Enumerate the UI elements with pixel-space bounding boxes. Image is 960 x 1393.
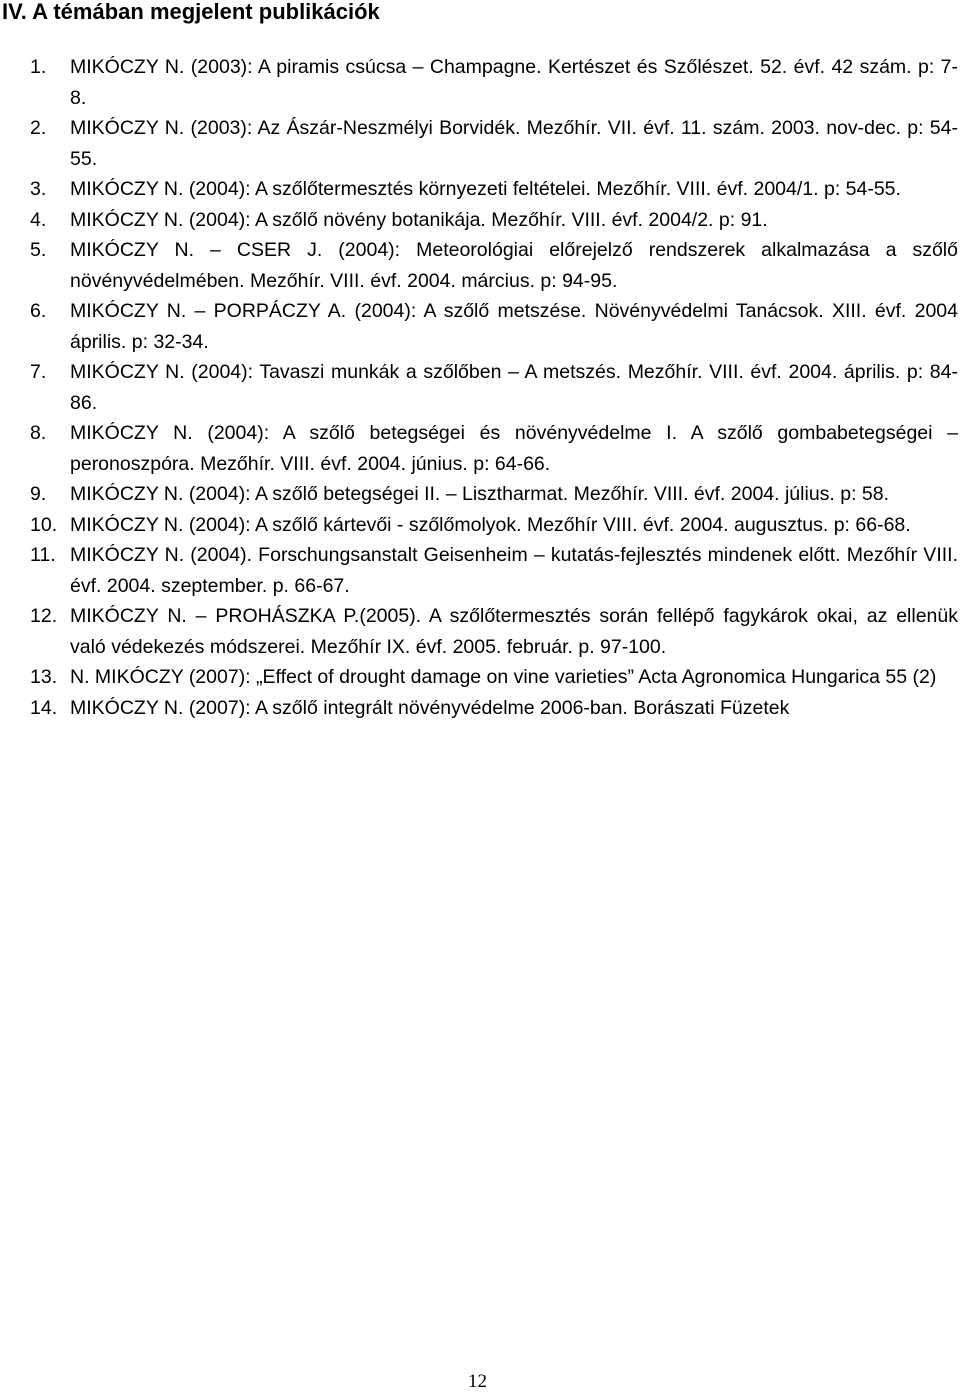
publication-item bbox=[30, 662, 958, 693]
page-number: 12 bbox=[468, 1371, 487, 1392]
publication-citation: MIKÓCZY N. (2004): A szőlő betegségei II. – Lisztharmat. Mezőhír. VIII. évf. 2004. július. p: 58. bbox=[70, 483, 890, 505]
publication-citation: MIKÓCZY N. (2004). Forschungsanstalt Geisenheim – kutatás-fejlesztés mindenek előtt. Mezőhír VIII. évf. 2004. szeptember. p. 66-67. bbox=[70, 544, 958, 597]
publication-citation: MIKÓCZY N. (2003): Az Ászár-Neszmélyi Borvidék. Mezőhír. VII. évf. 11. szám. 2003. nov-dec. p: 54-55. bbox=[70, 117, 958, 170]
publication-item bbox=[30, 174, 958, 205]
publication-number: 12. bbox=[30, 605, 58, 627]
publication-citation: MIKÓCZY N. – PORPÁCZY A. (2004): A szőlő metszése. Növényvédelmi Tanácsok. XIII. évf. 2004 április. p: 32-34. bbox=[70, 300, 958, 353]
publication-number: 8. bbox=[30, 422, 47, 444]
publication-number: 9. bbox=[30, 483, 47, 505]
publication-number: 1. bbox=[30, 56, 47, 78]
publication-item bbox=[30, 693, 958, 724]
publication-item bbox=[30, 296, 958, 357]
publication-number: 7. bbox=[30, 361, 47, 383]
publication-citation: MIKÓCZY N. (2004): Tavaszi munkák a szőlőben – A metszés. Mezőhír. VIII. évf. 2004. április. p: 84-86. bbox=[70, 361, 958, 414]
publication-number: 13. bbox=[30, 666, 58, 688]
publication-citation: MIKÓCZY N. – PROHÁSZKA P.(2005). A szőlőtermesztés során fellépő fagykárok okai, az ellenük való védekezés módszerei. Mezőhír IX. évf. 2005. február. p. 97-100. bbox=[70, 605, 958, 658]
publication-number: 14. bbox=[30, 696, 58, 719]
publication-number: 3. bbox=[30, 178, 47, 200]
publication-citation: MIKÓCZY N. (2004): A szőlő növény botanikája. Mezőhír. VIII. évf. 2004/2. p: 91. bbox=[70, 208, 768, 231]
publication-item bbox=[30, 205, 958, 236]
publication-item bbox=[30, 510, 958, 541]
publication-item bbox=[30, 357, 958, 418]
publication-item bbox=[30, 479, 958, 510]
publication-item bbox=[30, 52, 958, 113]
section-heading: IV. A témában megjelent publikációk bbox=[2, 0, 380, 24]
publication-number: 10. bbox=[30, 513, 58, 536]
publication-item bbox=[30, 601, 958, 662]
publication-number: 5. bbox=[30, 239, 47, 261]
publication-list bbox=[30, 52, 958, 723]
publication-citation: MIKÓCZY N. (2004): A szőlőtermesztés környezeti feltételei. Mezőhír. VIII. évf. 2004/1. p: 54-55. bbox=[70, 178, 901, 200]
publication-number: 6. bbox=[30, 300, 47, 322]
publication-citation: MIKÓCZY N. (2003): A piramis csúcsa – Champagne. Kertészet és Szőlészet. 52. évf. 42 szám. p: 7-8. bbox=[70, 56, 958, 109]
publication-item bbox=[30, 540, 958, 601]
publication-item bbox=[30, 113, 958, 174]
publication-citation: N. MIKÓCZY (2007): „Effect of drought damage on vine varieties” Acta Agronomica Hungarica 55 (2) bbox=[70, 666, 937, 688]
publication-item bbox=[30, 418, 958, 479]
publication-citation: MIKÓCZY N. (2007): A szőlő integrált növényvédelme 2006-ban. Borászati Füzetek bbox=[70, 696, 790, 719]
publication-citation: MIKÓCZY N. (2004): A szőlő kártevői - szőlőmolyok. Mezőhír VIII. évf. 2004. augusztus. p: 66-68. bbox=[70, 513, 911, 536]
publication-number: 2. bbox=[30, 117, 47, 139]
publication-citation: MIKÓCZY N. – CSER J. (2004): Meteorológiai előrejelző rendszerek alkalmazása a szőlő növényvédelmében. Mezőhír. VIII. évf. 2004. március. p: 94-95. bbox=[70, 239, 958, 292]
publication-number: 4. bbox=[30, 208, 47, 231]
publication-number: 11. bbox=[30, 544, 56, 566]
publication-citation: MIKÓCZY N. (2004): A szőlő betegségei és növényvédelme I. A szőlő gombabetegségei – peronoszpóra. Mezőhír. VIII. évf. 2004. június. p: 64-66. bbox=[70, 422, 958, 475]
publication-item bbox=[30, 235, 958, 296]
